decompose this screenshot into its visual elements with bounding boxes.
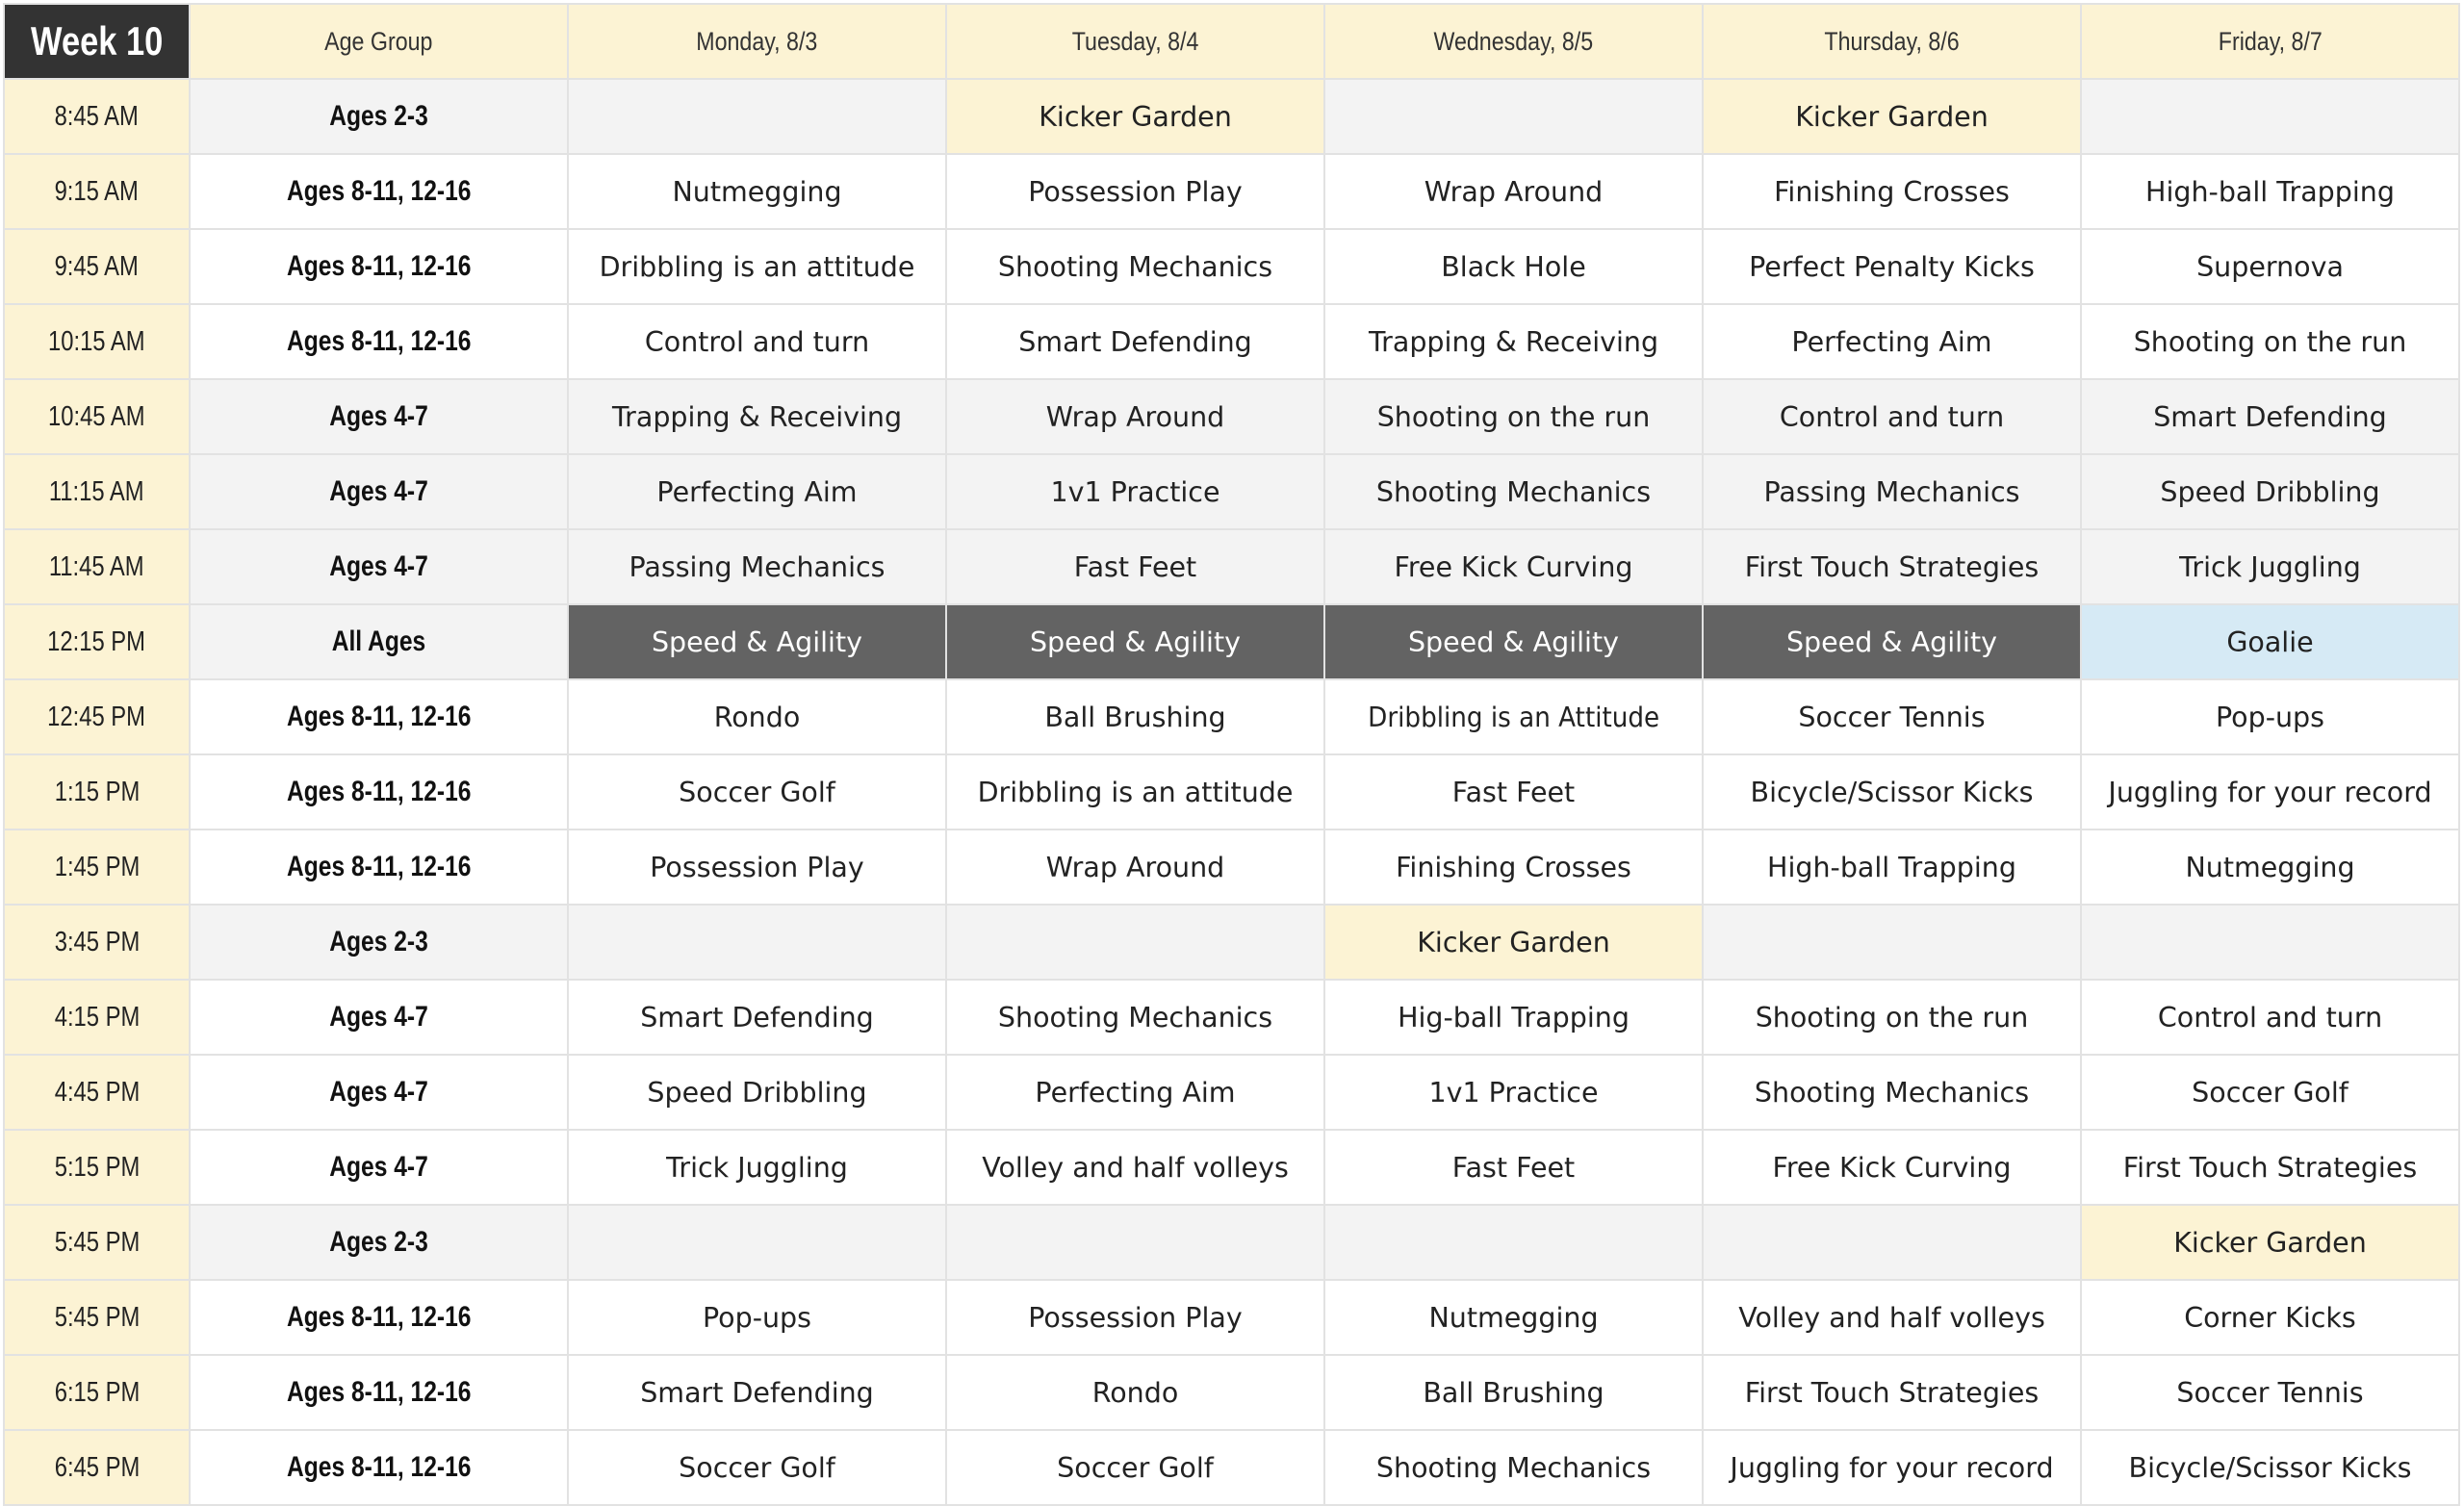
activity-cell: [2081, 754, 2459, 830]
activity-cell: [946, 454, 1324, 529]
activity-label: Possession Play: [1028, 175, 1243, 208]
age-group-label: Ages 4-7: [329, 1001, 428, 1033]
age-group-label: All Ages: [331, 625, 426, 657]
age-group-label: Ages 8-11, 12-16: [286, 701, 472, 732]
time-label: 5:45 PM: [54, 1301, 140, 1333]
activity-cell: [1703, 905, 2081, 980]
activity-label: 1v1 Practice: [1050, 475, 1220, 508]
time-cell: [4, 1430, 190, 1505]
activity-cell: [2081, 379, 2459, 454]
activity-cell: [946, 905, 1324, 980]
time-cell: [4, 905, 190, 980]
time-cell: [4, 1280, 190, 1355]
activity-label: Control and turn: [1779, 400, 2005, 433]
age-group-header: [190, 4, 568, 79]
day-header-thursday: [1703, 4, 2081, 79]
activity-label: Rondo: [713, 701, 801, 733]
activity-cell: [1324, 229, 1703, 304]
activity-label: Dribbling is an attitude: [977, 776, 1294, 808]
day-header-monday: [568, 4, 946, 79]
activity-cell: [946, 154, 1324, 229]
time-label: 1:45 PM: [54, 851, 140, 882]
activity-label: Fast Feet: [1073, 550, 1197, 583]
age-group-cell: [190, 454, 568, 529]
activity-label: Trapping & Receiving: [1368, 325, 1659, 358]
schedule-header: [4, 4, 2459, 79]
age-group-cell: [190, 1055, 568, 1130]
activity-cell: [568, 379, 946, 454]
age-group-label: Ages 4-7: [329, 1076, 428, 1108]
activity-cell: [946, 754, 1324, 830]
activity-cell: [1324, 79, 1703, 154]
age-group-label: Ages 4-7: [329, 400, 428, 432]
activity-label: Soccer Golf: [2192, 1076, 2348, 1109]
age-group-cell: [190, 1355, 568, 1430]
activity-cell: [2081, 304, 2459, 379]
activity-label: Kicker Garden: [1039, 100, 1232, 133]
activity-cell: [568, 905, 946, 980]
time-cell: [4, 229, 190, 304]
activity-cell: [568, 980, 946, 1055]
activity-cell: [2081, 679, 2459, 754]
activity-cell: [1703, 379, 2081, 454]
activity-cell: [946, 529, 1324, 604]
activity-cell: [1703, 980, 2081, 1055]
activity-cell: [1324, 830, 1703, 905]
table-row: [4, 1205, 2459, 1280]
activity-cell: [1703, 529, 2081, 604]
age-group-cell: [190, 1430, 568, 1505]
activity-cell: [568, 1355, 946, 1430]
table-row: [4, 1355, 2459, 1430]
activity-label: Pop-ups: [2216, 701, 2324, 733]
time-label: 3:45 PM: [54, 926, 140, 957]
activity-cell: [1324, 1130, 1703, 1205]
activity-label: Dribbling is an Attitude: [1367, 701, 1659, 733]
activity-cell: [2081, 79, 2459, 154]
activity-cell: [1703, 1130, 2081, 1205]
table-row: [4, 1430, 2459, 1505]
activity-label: Soccer Tennis: [2176, 1376, 2364, 1409]
time-label: 10:15 AM: [48, 325, 145, 357]
activity-cell: [2081, 1280, 2459, 1355]
time-label: 9:15 AM: [54, 175, 140, 207]
activity-cell: [946, 79, 1324, 154]
activity-cell: [946, 1055, 1324, 1130]
activity-cell: [2081, 454, 2459, 529]
activity-cell: [1703, 79, 2081, 154]
activity-cell: [568, 154, 946, 229]
activity-label: Perfecting Aim: [656, 475, 858, 508]
activity-cell: [1324, 1055, 1703, 1130]
activity-cell: [568, 1055, 946, 1130]
activity-label: Wrap Around: [1424, 175, 1604, 208]
day-header-friday: [2081, 4, 2459, 79]
activity-cell: [1324, 1205, 1703, 1280]
activity-cell: [568, 1430, 946, 1505]
day-header-text: Wednesday, 8/5: [1433, 26, 1594, 56]
activity-cell: [2081, 229, 2459, 304]
activity-label: Nutmegging: [2185, 851, 2355, 883]
table-row: [4, 79, 2459, 154]
day-header-text: Tuesday, 8/4: [1071, 26, 1199, 56]
activity-cell: [568, 79, 946, 154]
time-cell: [4, 529, 190, 604]
table-row: [4, 830, 2459, 905]
activity-cell: [1324, 1280, 1703, 1355]
age-group-cell: [190, 529, 568, 604]
activity-label: Nutmegging: [1428, 1301, 1599, 1334]
activity-cell: [2081, 905, 2459, 980]
activity-label: High-ball Trapping: [1767, 851, 2016, 883]
age-group-label: Ages 8-11, 12-16: [286, 250, 472, 282]
age-group-cell: [190, 1130, 568, 1205]
activity-cell: [568, 1130, 946, 1205]
activity-label: Finishing Crosses: [1396, 851, 1631, 883]
activity-cell: [2081, 1205, 2459, 1280]
age-group-cell: [190, 304, 568, 379]
activity-cell: [1703, 1280, 2081, 1355]
activity-cell: [1703, 229, 2081, 304]
time-cell: [4, 754, 190, 830]
activity-label: Control and turn: [2157, 1001, 2383, 1034]
activity-cell: [1703, 1205, 2081, 1280]
activity-label: Speed & Agility: [1407, 625, 1620, 658]
table-row: [4, 1280, 2459, 1355]
day-header-wednesday: [1324, 4, 1703, 79]
activity-label: Trick Juggling: [666, 1151, 848, 1184]
time-label: 6:45 PM: [54, 1451, 140, 1483]
activity-cell: [1324, 980, 1703, 1055]
table-row: [4, 154, 2459, 229]
activity-label: Nutmegging: [672, 175, 842, 208]
activity-label: Dribbling is an attitude: [599, 250, 915, 283]
time-label: 4:45 PM: [54, 1076, 140, 1108]
activity-cell: [568, 1205, 946, 1280]
time-cell: [4, 1130, 190, 1205]
activity-cell: [568, 754, 946, 830]
activity-cell: [568, 454, 946, 529]
activity-cell: [946, 1430, 1324, 1505]
activity-label: Shooting Mechanics: [997, 1001, 1273, 1034]
day-header-text: Friday, 8/7: [2218, 26, 2323, 56]
age-group-label: Ages 2-3: [329, 100, 428, 132]
activity-cell: [568, 229, 946, 304]
activity-cell: [946, 604, 1324, 679]
activity-cell: [1324, 754, 1703, 830]
activity-cell: [1703, 1055, 2081, 1130]
age-group-label: Ages 8-11, 12-16: [286, 1451, 472, 1483]
activity-cell: [1324, 154, 1703, 229]
table-row: [4, 1055, 2459, 1130]
activity-label: Smart Defending: [640, 1376, 874, 1409]
age-group-header-text: Age Group: [324, 26, 433, 56]
activity-label: Perfecting Aim: [1035, 1076, 1236, 1109]
time-cell: [4, 154, 190, 229]
activity-label: Possession Play: [650, 851, 864, 883]
table-row: [4, 754, 2459, 830]
schedule-body: [4, 79, 2459, 1505]
time-label: 1:15 PM: [54, 776, 140, 807]
activity-label: Shooting on the run: [2133, 325, 2407, 358]
activity-label: Soccer Golf: [679, 1451, 835, 1484]
activity-label: Wrap Around: [1045, 851, 1225, 883]
activity-cell: [568, 679, 946, 754]
activity-cell: [2081, 1355, 2459, 1430]
age-group-label: Ages 2-3: [329, 926, 428, 957]
activity-cell: [1703, 754, 2081, 830]
table-row: [4, 679, 2459, 754]
activity-cell: [2081, 1430, 2459, 1505]
activity-label: Goalie: [2226, 625, 2314, 658]
age-group-label: Ages 8-11, 12-16: [286, 1376, 472, 1408]
activity-label: Speed & Agility: [1029, 625, 1242, 658]
table-row: [4, 980, 2459, 1055]
activity-cell: [568, 830, 946, 905]
time-cell: [4, 379, 190, 454]
time-label: 12:15 PM: [47, 625, 146, 657]
activity-cell: [568, 1280, 946, 1355]
activity-label: Smart Defending: [640, 1001, 874, 1034]
time-label: 10:45 AM: [48, 400, 145, 432]
activity-label: Shooting Mechanics: [1375, 475, 1652, 508]
activity-label: Corner Kicks: [2184, 1301, 2356, 1334]
week-title-text: Week 10: [30, 18, 164, 64]
time-cell: [4, 980, 190, 1055]
activity-label: Hig-ball Trapping: [1398, 1001, 1630, 1034]
activity-label: Kicker Garden: [1795, 100, 1989, 133]
activity-cell: [1703, 679, 2081, 754]
activity-label: Fast Feet: [1451, 1151, 1576, 1184]
activity-label: First Touch Strategies: [2122, 1151, 2418, 1184]
activity-cell: [2081, 1130, 2459, 1205]
activity-cell: [2081, 604, 2459, 679]
age-group-label: Ages 2-3: [329, 1226, 428, 1258]
age-group-cell: [190, 980, 568, 1055]
day-header-tuesday: [946, 4, 1324, 79]
age-group-cell: [190, 154, 568, 229]
time-label: 12:45 PM: [47, 701, 146, 732]
activity-cell: [568, 529, 946, 604]
activity-cell: [1703, 1430, 2081, 1505]
activity-cell: [2081, 1055, 2459, 1130]
table-row: [4, 604, 2459, 679]
time-label: 6:15 PM: [54, 1376, 140, 1408]
time-cell: [4, 79, 190, 154]
table-row: [4, 529, 2459, 604]
activity-cell: [946, 379, 1324, 454]
table-row: [4, 379, 2459, 454]
activity-label: Bicycle/Scissor Kicks: [1750, 776, 2034, 808]
activity-label: First Touch Strategies: [1744, 550, 2040, 583]
activity-label: Trapping & Receiving: [611, 400, 903, 433]
table-row: [4, 905, 2459, 980]
activity-cell: [1703, 154, 2081, 229]
activity-cell: [946, 1280, 1324, 1355]
time-cell: [4, 1205, 190, 1280]
day-header-text: Monday, 8/3: [696, 26, 818, 56]
age-group-label: Ages 8-11, 12-16: [286, 1301, 472, 1333]
activity-label: Soccer Golf: [1057, 1451, 1214, 1484]
age-group-cell: [190, 830, 568, 905]
activity-label: Rondo: [1091, 1376, 1179, 1409]
activity-cell: [946, 830, 1324, 905]
activity-label: Kicker Garden: [1417, 926, 1610, 958]
activity-label: Smart Defending: [1018, 325, 1252, 358]
activity-cell: [946, 679, 1324, 754]
week-title: [4, 4, 190, 79]
time-cell: [4, 1355, 190, 1430]
time-cell: [4, 830, 190, 905]
age-group-label: Ages 8-11, 12-16: [286, 325, 472, 357]
activity-label: Ball Brushing: [1044, 701, 1226, 733]
header-row: [4, 4, 2459, 79]
activity-cell: [2081, 980, 2459, 1055]
activity-label: High-ball Trapping: [2145, 175, 2395, 208]
time-label: 11:45 AM: [49, 550, 144, 582]
activity-cell: [1703, 830, 2081, 905]
time-label: 4:15 PM: [54, 1001, 140, 1033]
age-group-cell: [190, 379, 568, 454]
time-label: 5:45 PM: [54, 1226, 140, 1258]
activity-label: Control and turn: [644, 325, 870, 358]
age-group-label: Ages 8-11, 12-16: [286, 776, 472, 807]
activity-label: Perfect Penalty Kicks: [1749, 250, 2035, 283]
activity-label: Supernova: [2196, 250, 2344, 283]
time-label: 8:45 AM: [54, 100, 140, 132]
activity-cell: [1703, 304, 2081, 379]
activity-label: Shooting Mechanics: [1375, 1451, 1652, 1484]
activity-label: Shooting on the run: [1755, 1001, 2029, 1034]
activity-label: Finishing Crosses: [1774, 175, 2010, 208]
age-group-cell: [190, 1280, 568, 1355]
activity-cell: [946, 1355, 1324, 1430]
activity-cell: [946, 304, 1324, 379]
time-label: 9:45 AM: [54, 250, 140, 282]
activity-label: Shooting Mechanics: [997, 250, 1273, 283]
activity-label: 1v1 Practice: [1428, 1076, 1599, 1109]
activity-label: Ball Brushing: [1423, 1376, 1604, 1409]
activity-cell: [2081, 154, 2459, 229]
day-header-text: Thursday, 8/6: [1824, 26, 1960, 56]
age-group-label: Ages 4-7: [329, 475, 428, 507]
age-group-cell: [190, 679, 568, 754]
activity-label: Volley and half volleys: [1738, 1301, 2045, 1334]
activity-cell: [1324, 304, 1703, 379]
activity-label: Soccer Golf: [679, 776, 835, 808]
activity-label: Fast Feet: [1451, 776, 1576, 808]
activity-label: Passing Mechanics: [1763, 475, 2020, 508]
age-group-cell: [190, 1205, 568, 1280]
time-cell: [4, 604, 190, 679]
activity-cell: [1324, 454, 1703, 529]
age-group-label: Ages 8-11, 12-16: [286, 851, 472, 882]
activity-label: Shooting on the run: [1376, 400, 1651, 433]
activity-label: Trick Juggling: [2179, 550, 2361, 583]
activity-label: Passing Mechanics: [629, 550, 886, 583]
time-cell: [4, 1055, 190, 1130]
activity-cell: [568, 304, 946, 379]
time-cell: [4, 454, 190, 529]
activity-label: Juggling for your record: [1730, 1451, 2054, 1484]
activity-label: Possession Play: [1028, 1301, 1243, 1334]
table-row: [4, 1130, 2459, 1205]
age-group-cell: [190, 604, 568, 679]
age-group-cell: [190, 229, 568, 304]
activity-label: Juggling for your record: [2108, 776, 2432, 808]
activity-cell: [2081, 830, 2459, 905]
activity-cell: [1324, 1430, 1703, 1505]
activity-label: Soccer Tennis: [1798, 701, 1986, 733]
activity-label: Bicycle/Scissor Kicks: [2128, 1451, 2412, 1484]
activity-label: Perfecting Aim: [1791, 325, 1992, 358]
activity-cell: [1703, 604, 2081, 679]
activity-label: Volley and half volleys: [982, 1151, 1289, 1184]
activity-cell: [1703, 454, 2081, 529]
activity-label: Kicker Garden: [2173, 1226, 2367, 1259]
activity-cell: [946, 1130, 1324, 1205]
table-row: [4, 454, 2459, 529]
activity-label: Wrap Around: [1045, 400, 1225, 433]
activity-label: Smart Defending: [2153, 400, 2387, 433]
time-cell: [4, 304, 190, 379]
activity-label: Shooting Mechanics: [1754, 1076, 2030, 1109]
activity-label: First Touch Strategies: [1744, 1376, 2040, 1409]
activity-cell: [946, 1205, 1324, 1280]
age-group-cell: [190, 79, 568, 154]
activity-cell: [1324, 529, 1703, 604]
table-row: [4, 304, 2459, 379]
table-row: [4, 229, 2459, 304]
activity-label: Speed & Agility: [651, 625, 863, 658]
activity-cell: [1324, 604, 1703, 679]
time-label: 11:15 AM: [49, 475, 144, 507]
activity-cell: [1324, 905, 1703, 980]
activity-cell: [1324, 679, 1703, 754]
activity-label: Black Hole: [1441, 250, 1586, 283]
time-cell: [4, 679, 190, 754]
time-label: 5:15 PM: [54, 1151, 140, 1183]
activity-cell: [946, 229, 1324, 304]
age-group-cell: [190, 905, 568, 980]
weekly-schedule-table: [3, 3, 2460, 1506]
activity-label: Pop-ups: [703, 1301, 811, 1334]
age-group-label: Ages 8-11, 12-16: [286, 175, 472, 207]
activity-cell: [1703, 1355, 2081, 1430]
activity-cell: [568, 604, 946, 679]
activity-label: Free Kick Curving: [1394, 550, 1633, 583]
age-group-label: Ages 4-7: [329, 550, 428, 582]
age-group-cell: [190, 754, 568, 830]
activity-label: Free Kick Curving: [1772, 1151, 2012, 1184]
age-group-label: Ages 4-7: [329, 1151, 428, 1183]
activity-label: Speed & Agility: [1785, 625, 1998, 658]
activity-cell: [1324, 1355, 1703, 1430]
activity-label: Speed Dribbling: [2160, 475, 2380, 508]
activity-cell: [2081, 529, 2459, 604]
activity-cell: [946, 980, 1324, 1055]
activity-label: Speed Dribbling: [647, 1076, 867, 1109]
activity-cell: [1324, 379, 1703, 454]
